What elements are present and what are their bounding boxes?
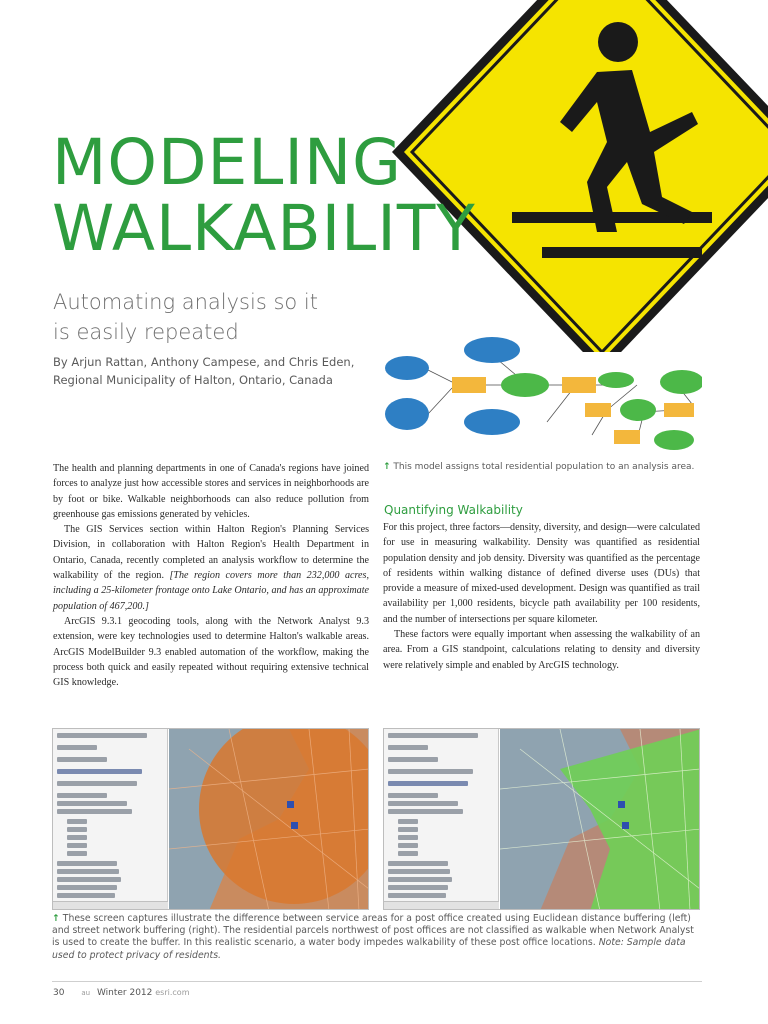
page-number: 30 xyxy=(53,988,65,998)
website-url: esri.com xyxy=(155,988,190,997)
screenshots-caption xyxy=(52,913,702,962)
byline-authors: By Arjun Rattan, Anthony Campese, and Chris Eden, xyxy=(53,355,355,369)
section-heading: Quantifying Walkability xyxy=(384,503,523,517)
gis-services-text: The GIS Services section within Halton Region's Planning Services Division, in collaboration with Halton Region's Health Department in Ontario, Canada, recently completed an analysis workflow to determine the walkability of the region. xyxy=(53,524,369,582)
up-arrow-icon: ↑ xyxy=(52,913,60,924)
region-note: [The region covers more than 232,000 acres, including a 25-kilometer frontage onto Lake Ontario, and has an approximate population of 467,200.] xyxy=(53,570,369,612)
paragraph-arcgis: ArcGIS 9.3.1 geocoding tools, along with the Network Analyst 9.3 extension, were key technologies used to determine Halton's walkable areas. ArcGIS ModelBuilder 9.3 enabled automation of the workflow, making the process both quick and easily repeated without requiring extensive technical GIS knowledge. xyxy=(53,615,369,689)
modelbuilder-diagram xyxy=(382,330,702,458)
model-caption-text: This model assigns total residential population to an analysis area. xyxy=(393,462,695,472)
footer-divider xyxy=(52,981,702,982)
page-footer xyxy=(53,988,189,998)
magazine-name: au xyxy=(81,989,91,997)
model-caption xyxy=(383,461,713,473)
body-column-left xyxy=(53,461,369,690)
table-of-contents-panel xyxy=(53,729,168,910)
screenshots-caption-text: These screen captures illustrate the difference between service areas for a post office created using Euclidean distance buffering (left) and street network buffering (right). The residential parcels northwest of post offices are not classified as walkable when Network Analyst is used to create the buffer. In this realistic scenario, a water body impedes walkability of these post office locations. xyxy=(52,913,694,949)
byline-affiliation: Regional Municipality of Halton, Ontario, Canada xyxy=(53,373,333,387)
up-arrow-icon: ↑ xyxy=(383,462,391,472)
paragraph-intro: The health and planning departments in one of Canada's regions have joined forces to analyze just how accessible stores and services in neighborhoods are by foot or bike. Walkable neighborhoods can also reduce pollution from greenhouse gas emissions generated by vehicles. xyxy=(53,463,369,520)
subtitle-line-1: Automating analysis so it xyxy=(53,290,318,314)
paragraph-equal-factors: These factors were equally important when assessing the walkability of an area. From a GIS standpoint, calculations relating to density and diversity were relatively simple and enabled by ArcGIS technology. xyxy=(383,629,700,671)
subtitle-line-2: is easily repeated xyxy=(53,320,239,344)
map-view-network xyxy=(500,729,700,910)
table-of-contents-panel xyxy=(384,729,499,910)
article-subtitle xyxy=(53,287,383,347)
article-title xyxy=(52,126,476,265)
title-line-1: MODELING xyxy=(52,126,402,199)
body-column-right xyxy=(383,520,700,673)
paragraph-factors: For this project, three factors—density, diversity, and design—were calculated for use in measuring walkability. Density was quantified as residential population density and job density. Diversity was quantified as the percentage of residents within walking distance of defined diverse uses (DUs) that provide a measure of mixed-used development. Design was quantified as trail availability per 1,000 residents, bicycle path availability per 100 residents, and the number of intersections per square kilometer. xyxy=(383,522,700,625)
map-view-euclidean xyxy=(169,729,369,910)
paragraph-gis-services xyxy=(53,522,369,614)
title-line-2: WALKABILITY xyxy=(52,192,476,265)
byline xyxy=(53,353,383,389)
screenshot-network-buffer xyxy=(383,728,700,910)
screenshots-caption-note: Note: Sample data used to protect privacy of residents. xyxy=(52,937,686,961)
issue-date: Winter 2012 xyxy=(96,988,153,998)
screenshot-euclidean-buffer xyxy=(52,728,369,910)
